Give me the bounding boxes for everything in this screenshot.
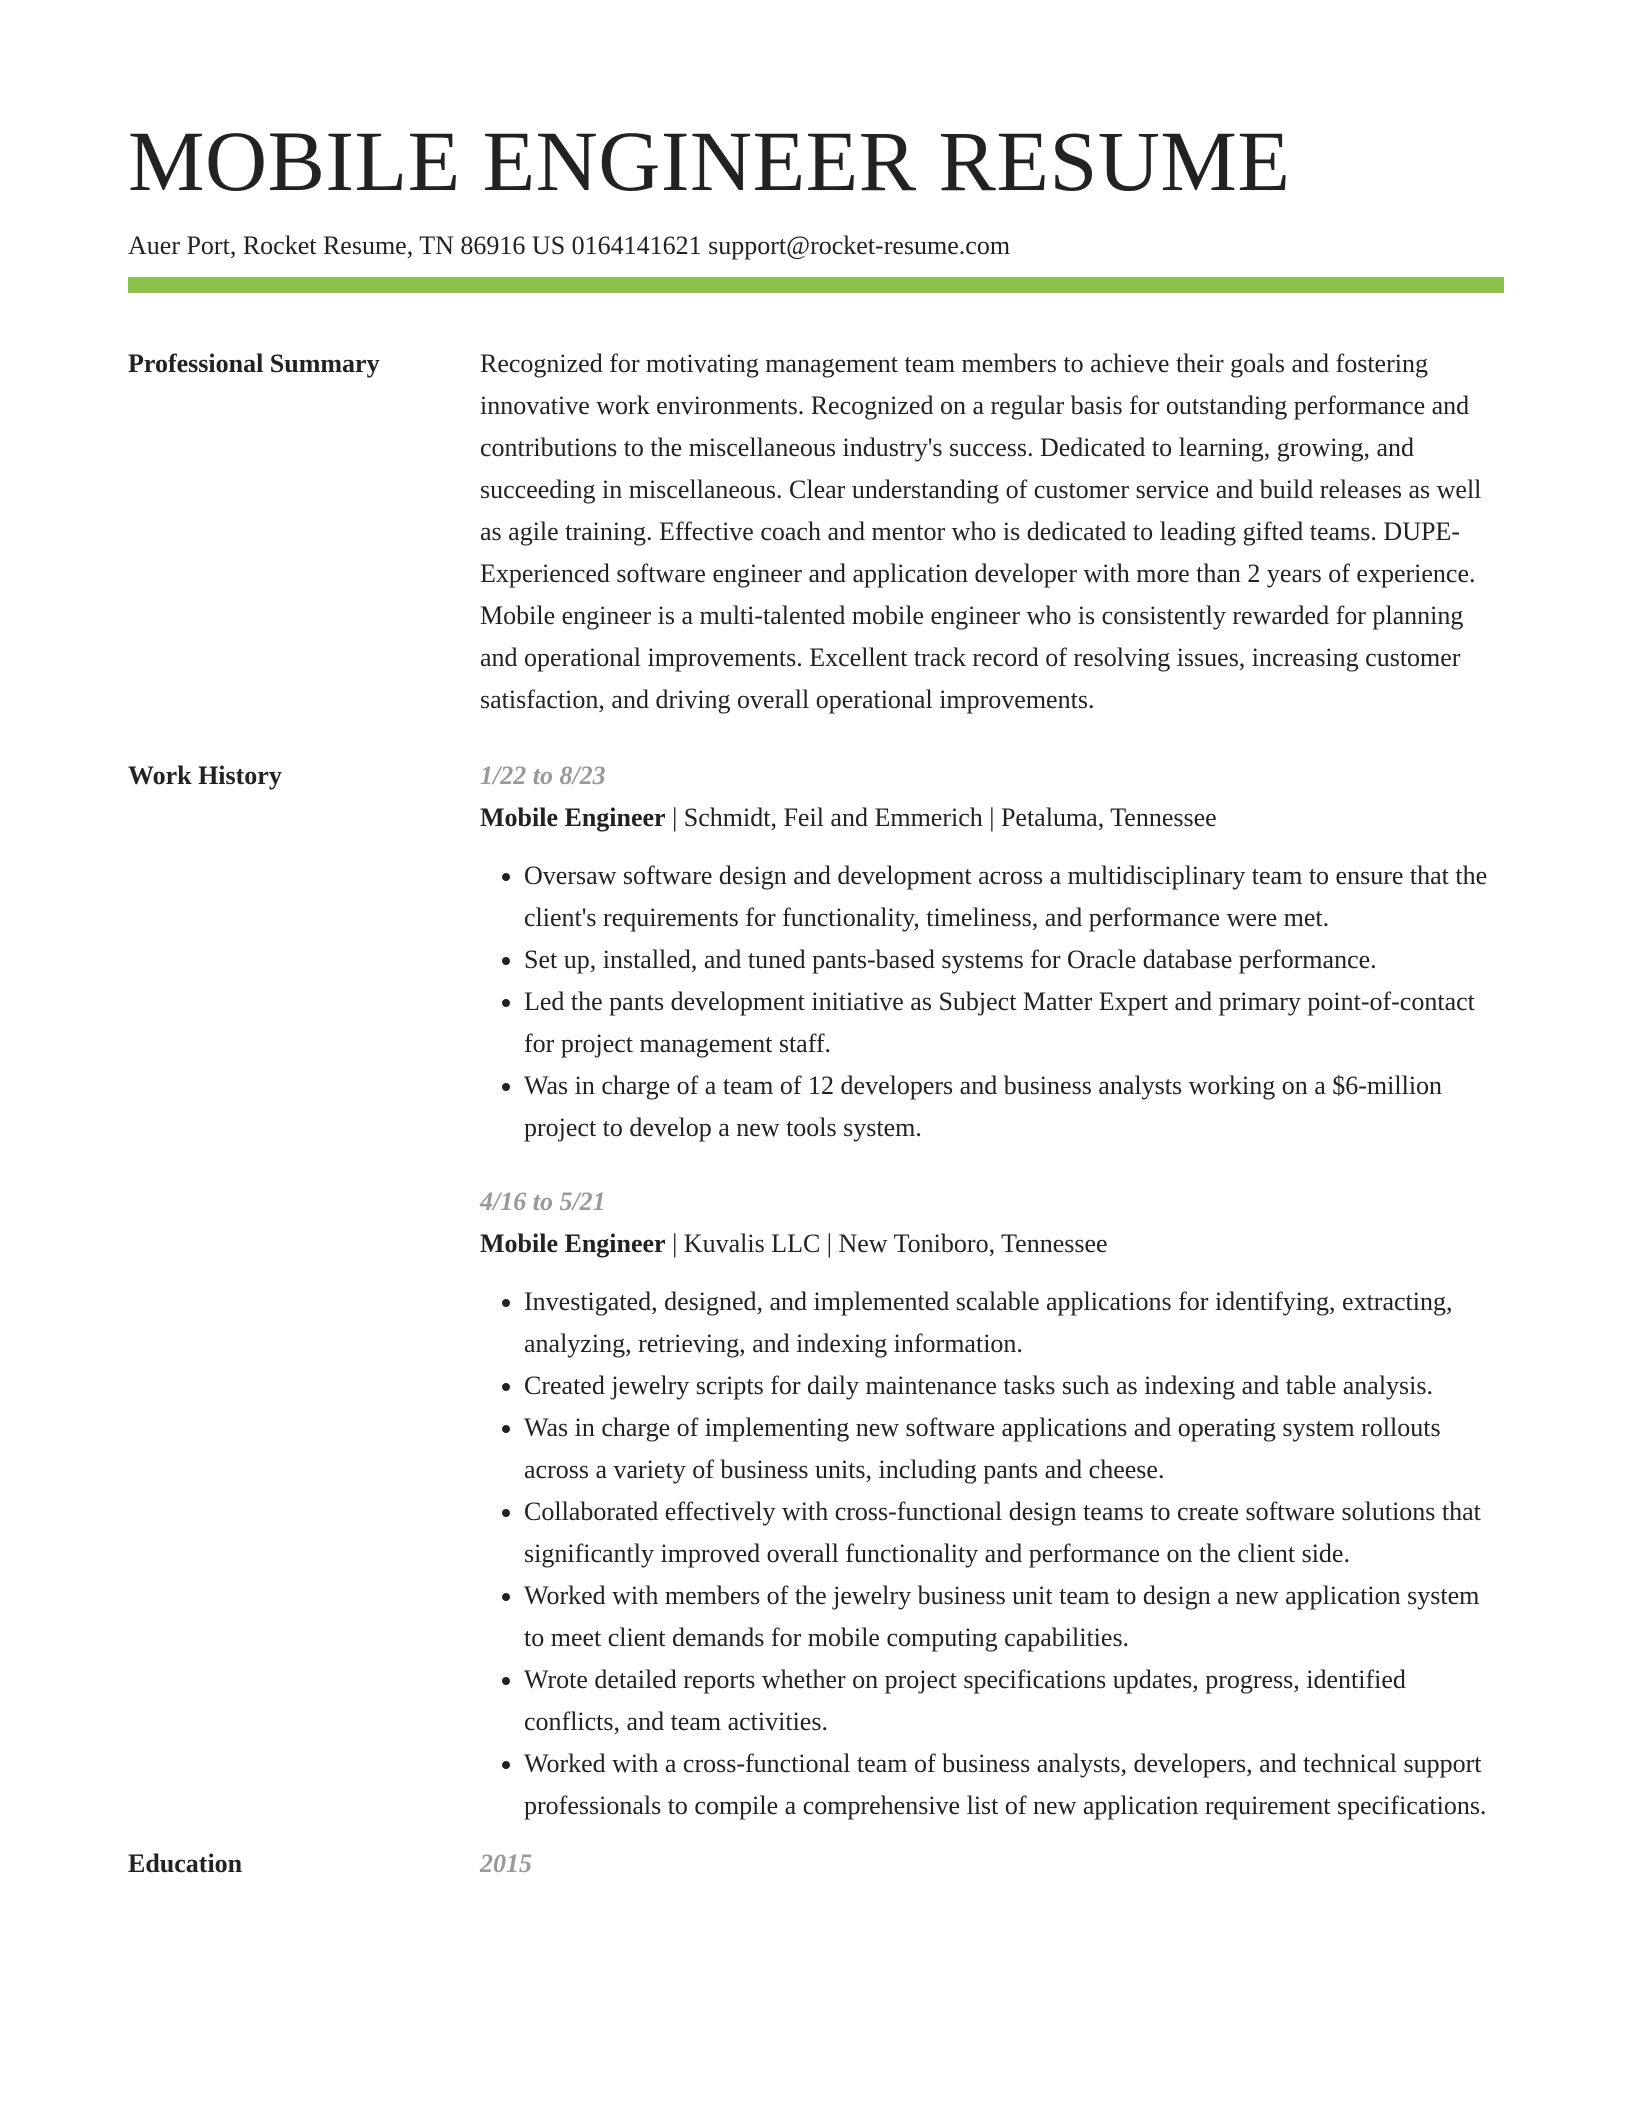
job-bullet: • Created jewelry scripts for daily maintenance tasks such as indexing and table analysis. <box>524 1365 1504 1407</box>
job-bullet: • Wrote detailed reports whether on project specifications updates, progress, identified conflicts, and team activities. <box>524 1659 1504 1743</box>
education-dates: 2015 <box>480 1849 532 1879</box>
job-title: Mobile Engineer <box>480 803 666 833</box>
summary-section <box>128 343 1504 721</box>
job-heading <box>480 797 1504 839</box>
job-bullet: • Worked with a cross-functional team of business analysts, developers, and technical support professionals to compile a comprehensive list of new application requirement specifications. <box>524 1743 1504 1827</box>
job-bullets <box>480 1281 1504 1827</box>
accent-divider <box>128 277 1504 293</box>
work-history-section <box>128 755 1504 1827</box>
job-bullet: • Collaborated effectively with cross-functional design teams to create software solutions that significantly improved overall functionality and performance on the client side. <box>524 1491 1504 1575</box>
job-bullet: • Set up, installed, and tuned pants-based systems for Oracle database performance. <box>524 939 1504 981</box>
job-details: | Schmidt, Feil and Emmerich | Petaluma, Tennessee <box>665 803 1217 833</box>
summary-label: Professional Summary <box>128 349 380 379</box>
job-dates: 1/22 to 8/23 <box>480 761 606 791</box>
summary-text: Recognized for motivating management team members to achieve their goals and fostering innovative work environments. Recognized on a regular basis for outstanding performance and contributions to the miscellaneous industry's success. Dedicated to learning, growing, and succeeding in miscellaneous. Clear understanding of customer service and build releases as well as agile training. Effective coach and mentor who is dedicated to leading gifted teams. DUPE- Experienced software engineer and application developer with more than 2 years of experience. Mobile engineer is a multi-talented mobile engineer who is consistently rewarded for planning and operational improvements. Excellent track record of resolving issues, increasing customer satisfaction, and driving overall operational improvements. <box>480 349 1482 715</box>
job-bullet: • Worked with members of the jewelry business unit team to design a new application system to meet client demands for mobile computing capabilities. <box>524 1575 1504 1659</box>
job-entry <box>480 1181 1504 1827</box>
job-heading <box>480 1223 1504 1265</box>
job-bullet: • Was in charge of implementing new software applications and operating system rollouts across a variety of business units, including pants and cheese. <box>524 1407 1504 1491</box>
resume-title: MOBILE ENGINEER RESUME <box>128 113 1291 209</box>
job-entry <box>480 755 1504 1149</box>
job-bullets <box>480 855 1504 1149</box>
job-title: Mobile Engineer <box>480 1229 666 1259</box>
job-bullet: • Oversaw software design and development across a multidisciplinary team to ensure that the client's requirements for functionality, timeliness, and performance were met. <box>524 855 1504 939</box>
education-section <box>128 1843 1504 1885</box>
job-bullet: • Investigated, designed, and implemented scalable applications for identifying, extracting, analyzing, retrieving, and indexing information. <box>524 1281 1504 1365</box>
job-bullet: • Was in charge of a team of 12 developers and business analysts working on a $6-million project to develop a new tools system. <box>524 1065 1504 1149</box>
job-details: | Kuvalis LLC | New Toniboro, Tennessee <box>665 1229 1108 1259</box>
work-history-label: Work History <box>128 761 282 791</box>
job-bullet: • Led the pants development initiative as Subject Matter Expert and primary point-of-contact for project management staff. <box>524 981 1504 1065</box>
education-body <box>480 1843 1504 1885</box>
job-dates: 4/16 to 5/21 <box>480 1187 606 1217</box>
education-label: Education <box>128 1849 243 1879</box>
work-history-body <box>480 755 1504 1827</box>
resume-page <box>128 113 1504 1885</box>
contact-line: Auer Port, Rocket Resume, TN 86916 US 0164141621 support@rocket-resume.com <box>128 231 1011 260</box>
